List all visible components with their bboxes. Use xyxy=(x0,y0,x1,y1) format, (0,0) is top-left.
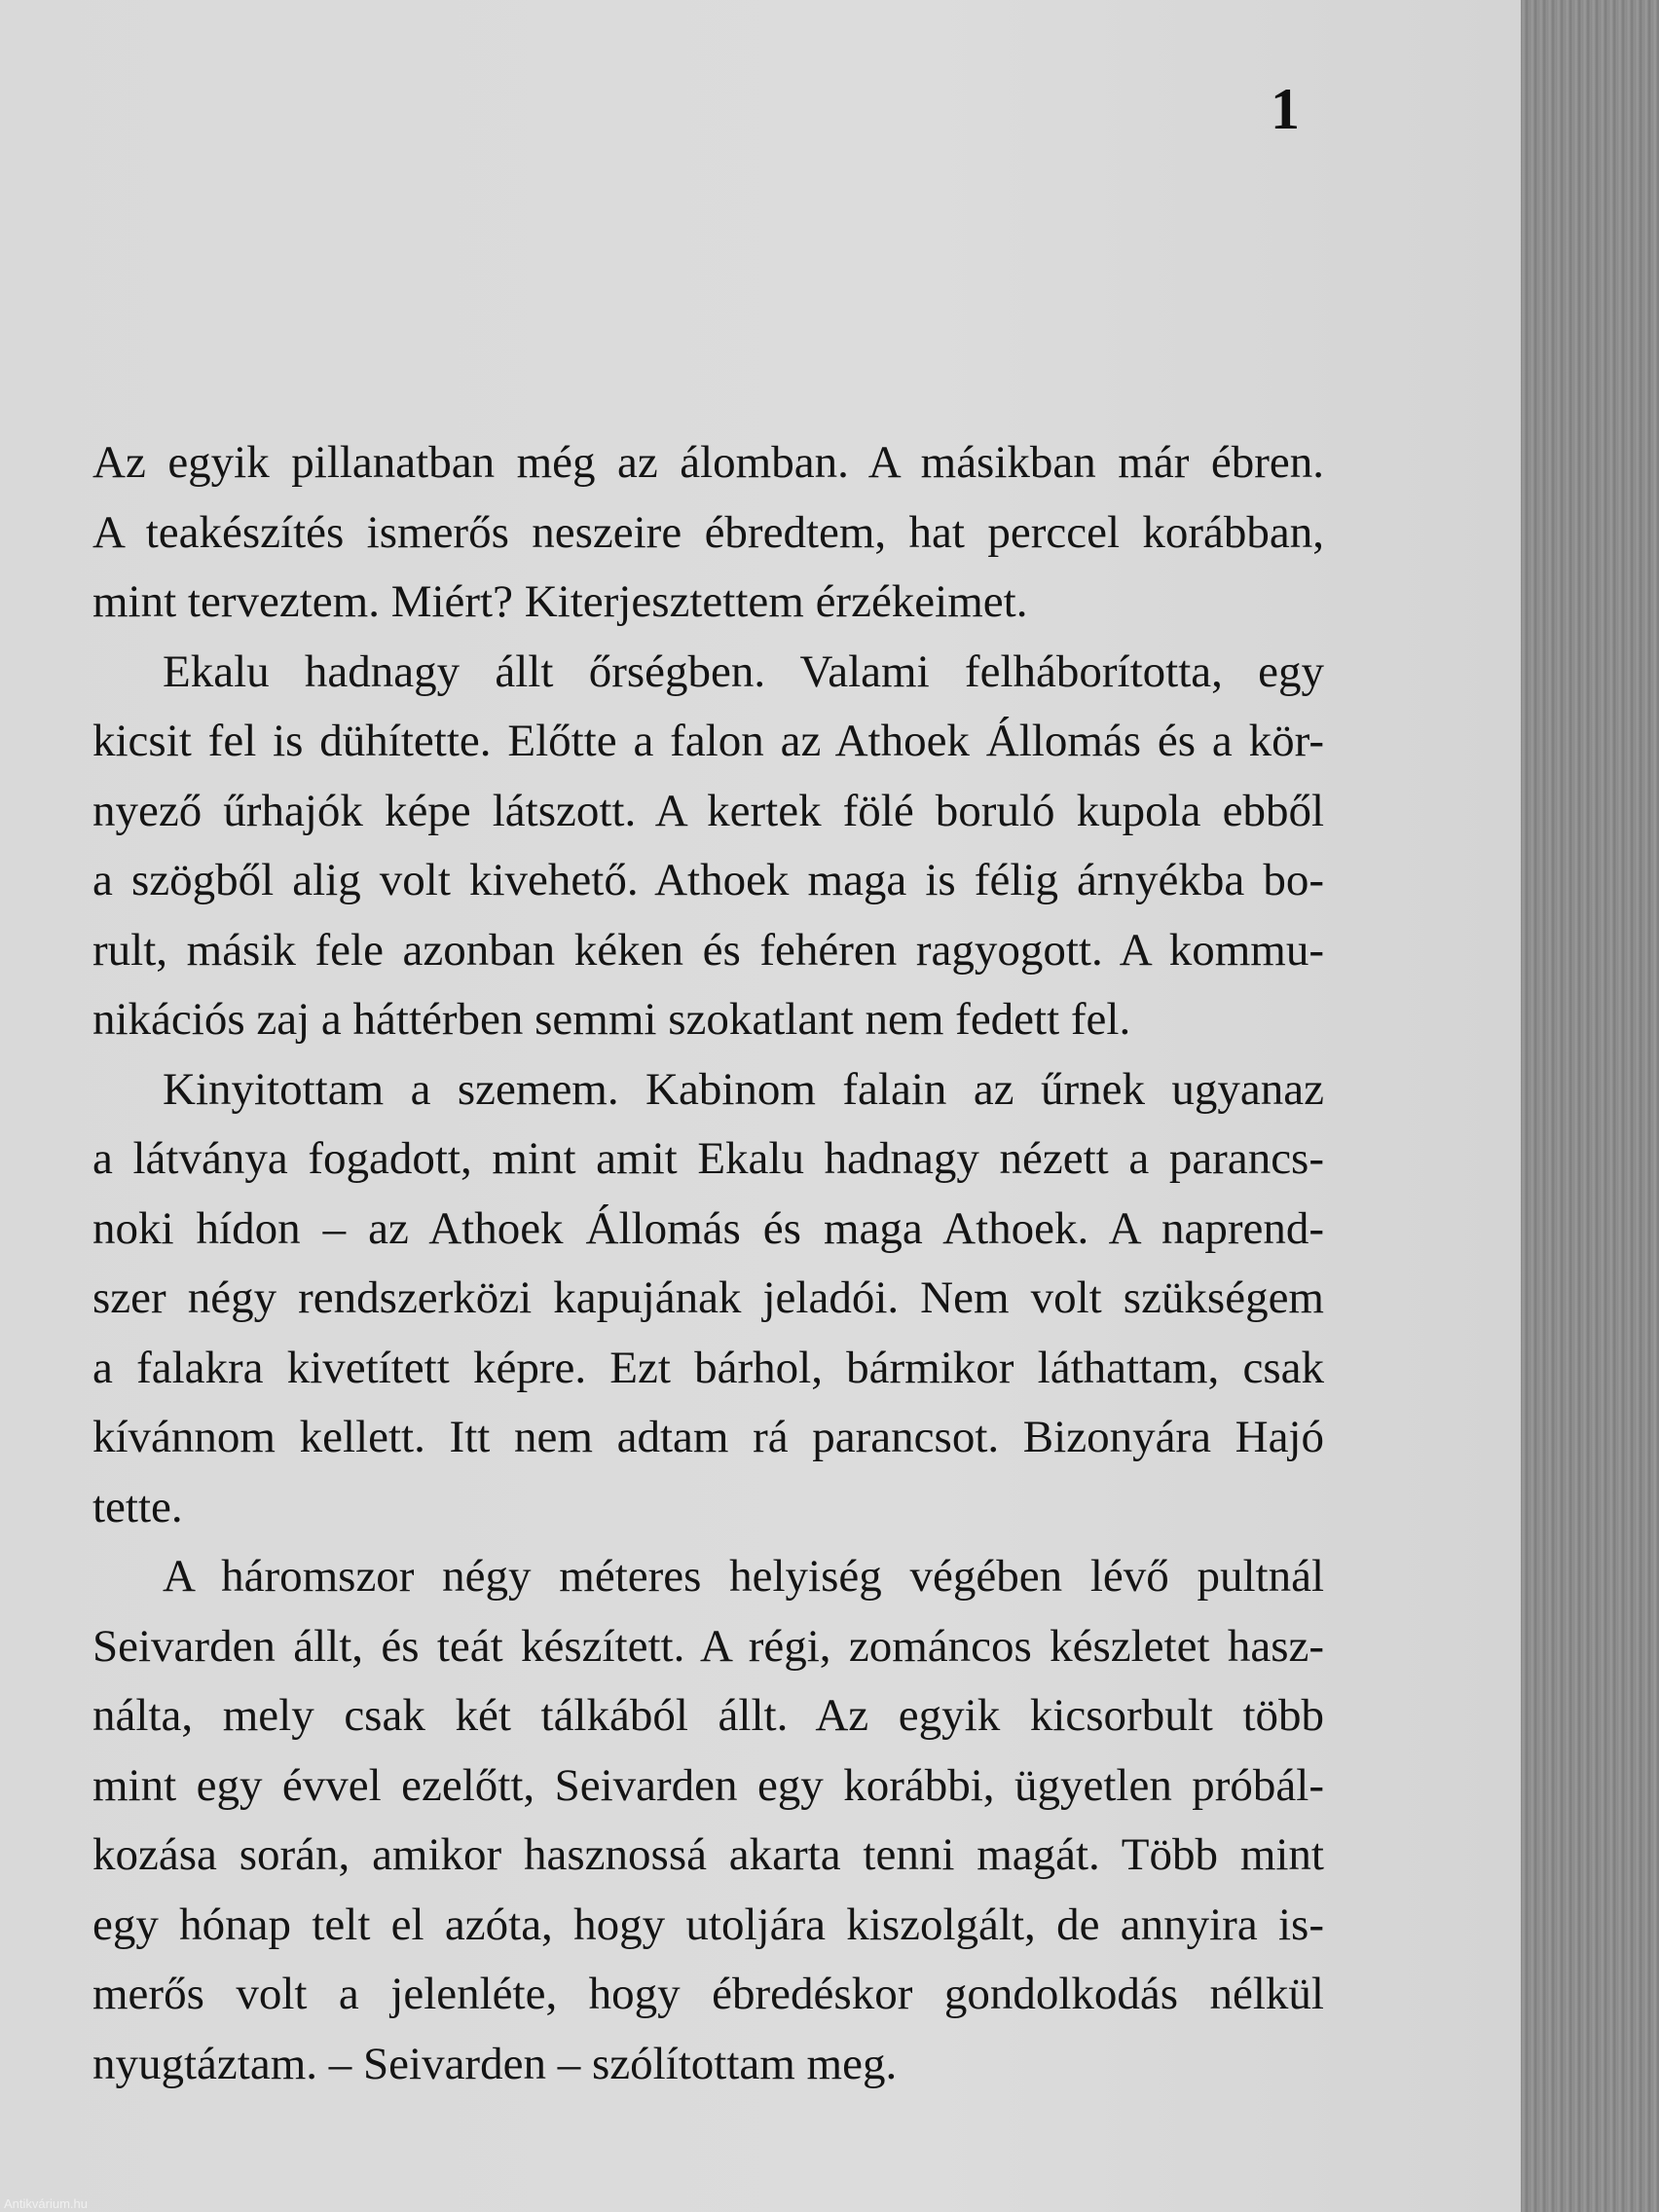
page-edge-stack xyxy=(1521,0,1659,2212)
text-line: nikációs zaj a háttérben semmi szokatlant nem fedett fel. xyxy=(92,994,1131,1045)
watermark: Antikvárium.hu xyxy=(4,2196,88,2211)
text-line: A háromszor négy méteres helyiség végében lévő pultnál xyxy=(163,1551,1324,1602)
text-line: nyugtáztam. – Seivarden – szólítottam meg. xyxy=(92,2038,898,2089)
text-line: merős volt a jelenléte, hogy ébredéskor gondolkodás nélkül xyxy=(92,1969,1324,2019)
text-line: rult, másik fele azonban kéken és fehéren ragyogott. A kommu- xyxy=(92,924,1324,976)
text-line: Seivarden állt, és teát készített. A régi, zománcos készletet hasz- xyxy=(92,1620,1324,1672)
text-line: Kinyitottam a szemem. Kabinom falain az űrnek ugyanaz xyxy=(163,1063,1324,1115)
chapter-number: 1 xyxy=(1271,77,1300,141)
text-line: tette. xyxy=(92,1481,183,1532)
text-line: nálta, mely csak két tálkából állt. Az egyik kicsorbult több xyxy=(92,1690,1324,1741)
text-line: kozása során, amikor hasznossá akarta tenni magát. Több mint xyxy=(92,1829,1324,1880)
text-line: nyező űrhajók képe látszott. A kertek fölé boruló kupola ebből xyxy=(92,785,1324,836)
text-line: mint egy évvel ezelőtt, Seivarden egy korábbi, ügyetlen próbál- xyxy=(92,1759,1324,1811)
text-line: a látványa fogadott, mint amit Ekalu hadnagy nézett a parancs- xyxy=(92,1133,1324,1184)
text-line: Az egyik pillanatban még az álomban. A másikban már ébren. xyxy=(92,437,1324,488)
text-line: noki hídon – az Athoek Állomás és maga Athoek. A naprend- xyxy=(92,1202,1324,1254)
body-text xyxy=(92,428,1324,2099)
text-line: kicsit fel is dühítette. Előtte a falon az Athoek Állomás és a kör- xyxy=(92,716,1324,766)
text-line: a szögből alig volt kivehető. Athoek maga is félig árnyékba bo- xyxy=(92,855,1324,905)
text-line: a falakra kivetített képre. Ezt bárhol, bármikor láthattam, csak xyxy=(92,1342,1324,1393)
text-line: szer négy rendszerközi kapujának jeladói. Nem volt szükségem xyxy=(92,1272,1324,1323)
text-line: egy hónap telt el azóta, hogy utoljára kiszolgált, de annyira is- xyxy=(92,1899,1324,1950)
text-line: kívánnom kellett. Itt nem adtam rá parancsot. Bizonyára Hajó xyxy=(92,1412,1324,1462)
text-line: Ekalu hadnagy állt őrségben. Valami felháborította, egy xyxy=(163,645,1324,697)
text-line: A teakészítés ismerős neszeire ébredtem, hat perccel korábban, xyxy=(92,506,1324,558)
text-line: mint terveztem. Miért? Kiterjesztettem érzékeimet. xyxy=(92,576,1028,627)
